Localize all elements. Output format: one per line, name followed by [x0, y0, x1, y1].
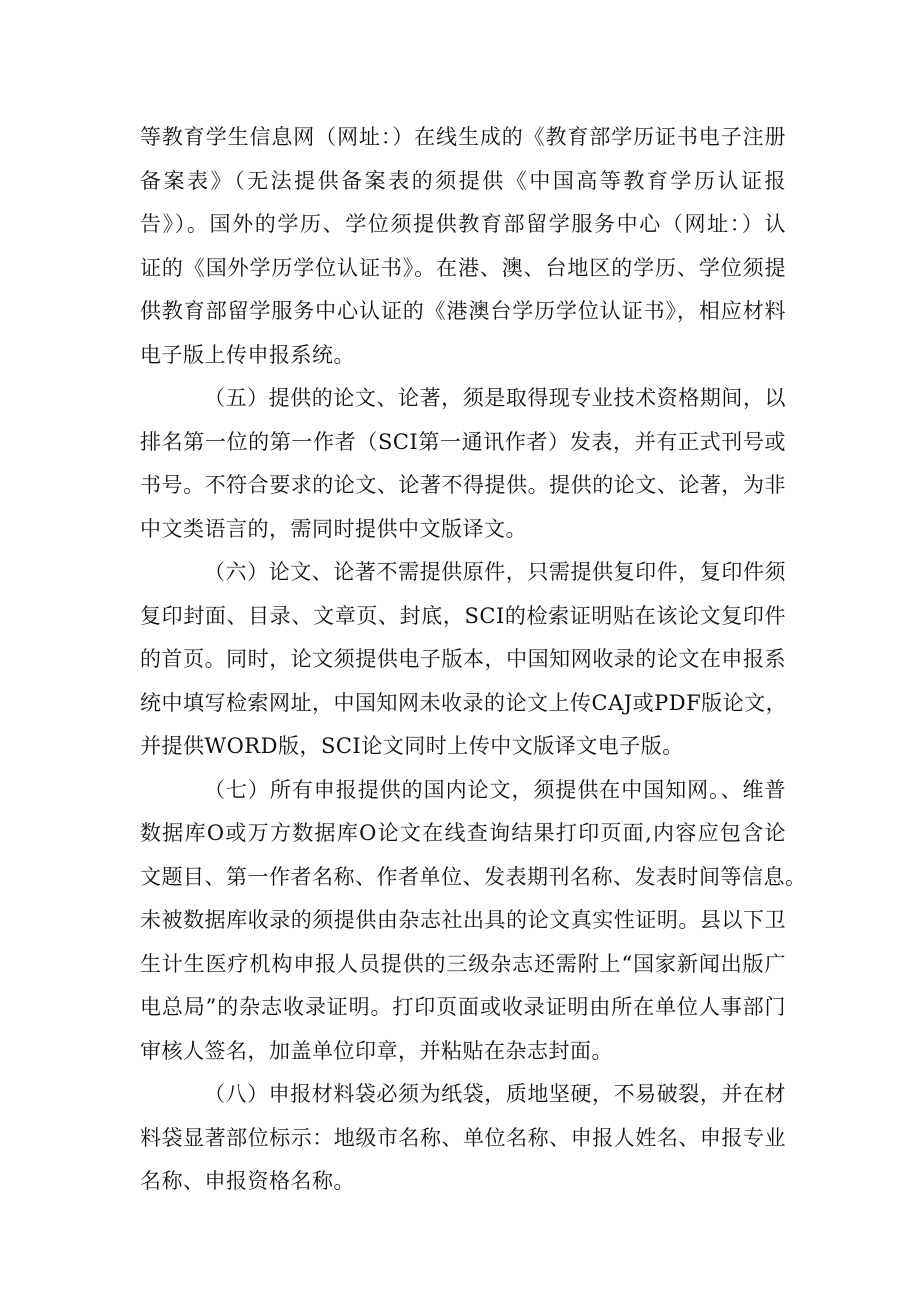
text-line: 并提供WORD版，SCI论文同时上传中文版译文电子版。	[140, 734, 684, 758]
text-line: 证的《国外学历学位认证书》。在港、澳、台地区的学历、学位须提	[140, 255, 786, 280]
text-line: 数据库O或万方数据库O论文在线查询结果打印页面,内容应包含论	[140, 821, 786, 845]
paragraph-seven-heading-line: （七）所有申报提供的国内论文，须提供在中国知网。、维普	[204, 777, 786, 802]
text-line: 未被数据库收录的须提供由杂志社出具的论文真实性证明。县以下卫	[140, 908, 786, 932]
text-line: 复印封面、目录、文章页、封底，SCI的检索证明贴在该论文复印件	[140, 603, 786, 628]
text-line: 电子版上传申报系统。	[140, 342, 355, 367]
text-line: 告》）。国外的学历、学位须提供教育部留学服务中心（网址：）认	[140, 212, 786, 236]
text-line: 电总局”的杂志收录证明。打印页面或收录证明由所在单位人事部门	[140, 995, 786, 1019]
paragraph-five-heading-line: （五）提供的论文、论著，须是取得现专业技术资格期间，以	[204, 386, 786, 410]
text-line: 中文类语言的，需同时提供中文版译文。	[140, 516, 527, 541]
text-line: 供教育部留学服务中心认证的《港澳台学历学位认证书》，相应材料	[140, 299, 786, 323]
text-line: 等教育学生信息网（网址：）在线生成的《教育部学历证书电子注册	[140, 125, 786, 149]
text-line: 文题目、第一作者名称、作者单位、发表期刊名称、发表时间等信息。	[140, 864, 807, 889]
text-line: 名称、申报资格名称。	[140, 1169, 355, 1193]
text-line: 排名第一位的第一作者（SCI第一通讯作者）发表，并有正式刊号或	[140, 429, 786, 454]
text-line: 审核人签名，加盖单位印章，并粘贴在杂志封面。	[140, 1038, 613, 1063]
paragraph-eight-heading-line: （八）申报材料袋必须为纸袋，质地坚硬，不易破裂，并在材	[204, 1082, 786, 1106]
text-line: 料袋显著部位标示：地级市名称、单位名称、申报人姓名、申报专业	[140, 1125, 786, 1150]
paragraph-six-heading-line: （六）论文、论著不需提供原件，只需提供复印件，复印件须	[204, 560, 786, 584]
text-line: 的首页。同时，论文须提供电子版本，中国知网收录的论文在申报系	[140, 647, 786, 671]
text-line: 备案表》（无法提供备案表的须提供《中国高等教育学历认证报	[140, 168, 786, 193]
text-line: 书号。不符合要求的论文、论著不得提供。提供的论文、论著，为非	[140, 473, 786, 497]
text-line: 统中填写检索网址，中国知网未收录的论文上传CAJ或PDF版论文，	[140, 690, 788, 715]
text-line: 生计生医疗机构申报人员提供的三级杂志还需附上“国家新闻出版广	[140, 951, 786, 976]
document-body	[140, 116, 807, 1204]
